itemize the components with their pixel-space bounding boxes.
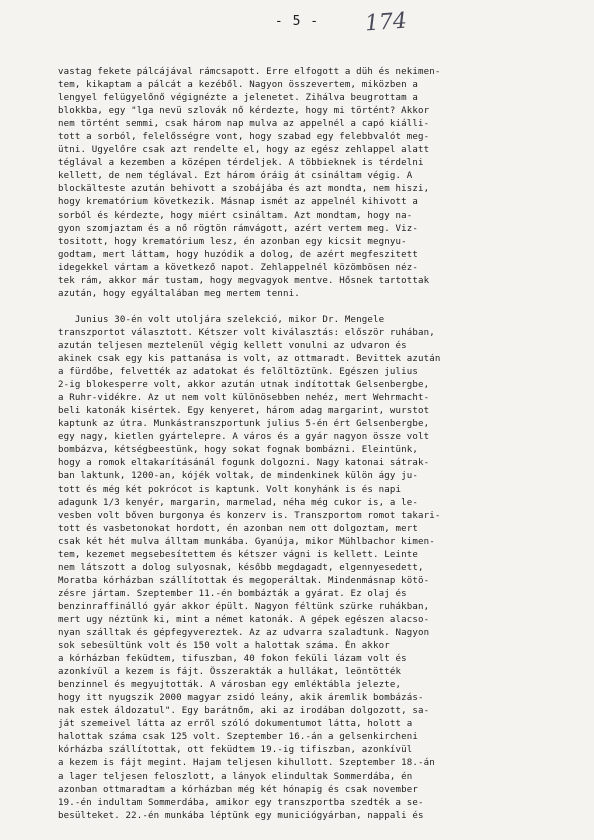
text-line: a Ruhr-vidékre. Az ut nem volt különösebben nehéz, mert Wehrmacht- (58, 393, 430, 404)
text-line: a fürdőbe, felvették az adatokat és felöltöztünk. Egészen julius (58, 367, 418, 378)
paragraph-1 (58, 66, 570, 301)
paragraph-2 (58, 314, 570, 823)
text-line: tott a sorból, felelősségre vont, hogy szabad egy felebbvalót meg- (58, 132, 430, 143)
text-line: lengyel felügyelőnő végignézte a jelenetet. Zihálva beugrottam a (58, 93, 418, 104)
text-line: nak estek áldozatul". Egy barátnőm, aki az irodában dolgozott, sa- (58, 706, 430, 717)
text-line: ütni. Ugyelőre csak azt rendelte el, hogy az egész zehlappel alatt (58, 145, 430, 156)
text-line: zésre jártam. Szeptember 11.-én bombázták a gyárat. Ez olaj és (58, 588, 407, 599)
text-line: sorból és kérdezte, hogy miért csináltam. Azt mondtam, hogy na- (58, 210, 413, 221)
text-line: nem látszott a dolog sulyosnak, később megdagadt, elgennyesedett, (58, 562, 424, 573)
text-line: azonkívül a kezem is fájt. Összerakták a hullákat, leöntötték (58, 667, 402, 678)
text-line: vastag fekete pálcájával rámcsapott. Erre elfogott a düh és nekimen- (58, 67, 441, 77)
text-line: vesben volt bőven burgonya és konzerv is. Transzportom romot takari- (58, 510, 441, 521)
text-line: hogy itt nyugszik 2000 magyar zsidó leány, akik áremlik bombázás- (58, 693, 424, 704)
text-line: bombázva, kétségbeestünk, hogy sokat fognak bombázni. Eleintünk, (58, 445, 418, 456)
text-line: godtam, mert láttam, hogy huzódik a dolog, de azért megfeszitett (58, 249, 418, 260)
text-line: kaptunk az útra. Munkástranszportunk julius 5-én ért Gelsenbergbe, (58, 419, 430, 430)
text-line: téglával a kezemben a középen térdeljek. A többieknek is térdelni (58, 158, 424, 169)
text-line: kellett, de nem téglával. Ezt három óráig át csináltam végig. A (58, 171, 413, 182)
text-line: azonban ottmaradtam a kórházban még két hónapig és csak november (58, 784, 418, 795)
text-line: a kezem is fájt megint. Hajam teljesen kihullott. Szeptember 18.-án (58, 758, 435, 769)
text-line: besülteket. 22.-én munkába léptünk egy municiógyárban, nappali és (58, 810, 424, 821)
page-number: - 5 - (274, 14, 320, 29)
text-line: adagunk 1/3 kenyér, margarin, marmelad, néha még cukor is, a le- (58, 497, 418, 508)
text-line: benzinraffinálló gyár akkor épült. Nagyon féltünk szürke ruhákban, (58, 601, 430, 612)
text-line: tem, kikaptam a pálcát a kezéből. Nagyon összevertem, miközben a (58, 80, 418, 91)
text-line: sok sebesültünk volt és 150 volt a halottak száma. Én akkor (58, 641, 390, 652)
text-line: blockälteste azután behivott a szobájába és azt mondta, nem hiszi, (58, 184, 430, 195)
text-line: 19.-én indultam Sommerdába, amikor egy transzportba szedték a se- (58, 797, 424, 808)
text-line: azután teljesen meztelenül végig kellett vonulni az udvaron és (58, 340, 407, 351)
text-line: tositott, hogy krematórium lesz, én azonban egy kicsit megnyu- (58, 236, 407, 247)
text-line: kórházba szállítottak, ott feküdtem 19.-ig tifiszban, azonkívül (58, 745, 413, 756)
text-line: Junius 30-én volt utoljára szelekció, mikor Dr. Mengele (58, 314, 385, 325)
text-line: idegekkel vártam a következő napot. Zehlappelnél közömbösen néz- (58, 262, 418, 273)
text-line: tott és még két pokrócot is kaptunk. Volt konyhánk is és napi (58, 484, 402, 495)
text-line: hogy a romok eltakarításánál fogunk dolgozni. Nagy katonai sátrak- (58, 458, 430, 469)
handwritten-page-number: 174 (364, 8, 408, 37)
text-line: hogy krematórium következik. Másnap ismét az appelnél kihivott a (58, 197, 418, 208)
text-line: nem történt semmi, csak három nap mulva az appelnél a capó kiálli- (58, 119, 430, 130)
text-line: gyon szomjaztam és a nő rögtön rámvágott, azért vertem meg. Viz- (58, 223, 418, 234)
text-line: beli katonák kisértek. Egy kenyeret, három adag margarint, wurstot (58, 406, 430, 417)
text-line: tek rám, akkor már tustam, hogy megvagyok mentve. Hősnek tartottak (58, 275, 430, 286)
text-line: transzportot választott. Kétszer volt kiválasztás: először ruhában, (58, 327, 435, 338)
text-line: azután, hogy egyáltalában meg mertem tenni. (58, 288, 300, 299)
text-line: ban laktunk, 1200-an, kójék voltak, de mindenkinek külön ágy ju- (58, 471, 418, 482)
text-line: benzinnel és megyujtották. A városban egy emléktábla jelezte, (58, 680, 402, 691)
text-line: mert ugy néztünk ki, mint a német katonák. A gépek egészen alacso- (58, 614, 430, 625)
text-line: halottak száma csak 125 volt. Szeptember 16.-án a gelsenkircheni (58, 732, 418, 743)
paragraph-gap (58, 301, 570, 314)
text-line: csak két hét mulva álltam munkába. Gyanúja, mikor Mühlbachor kimen- (58, 536, 435, 547)
text-line: a kórházban feküdtem, tifuszban, 40 fokon feküli lázam volt és (58, 654, 407, 665)
text-line: nyan szálltak és gépfegyvereztek. Az az udvarra szaladtunk. Nagyon (58, 628, 430, 639)
text-line: blokkba, egy "lga nevü szlovák nő kérdezte, hogy mi történt? Akkor (58, 106, 430, 117)
text-line: tem, kezemet megsebesítettem és kétszer vágni is kellett. Leinte (58, 549, 418, 560)
typewritten-body (58, 66, 570, 823)
text-line: egy nagy, kietlen gyártelepre. A város és a gyár nagyon össze volt (58, 432, 430, 443)
text-line: a lager teljesen feloszlott, a lányok elindultak Sommerdába, én (58, 771, 413, 782)
text-line: Moratba kórházban szállítottak és megoperáltak. Mindenmásnap kötö- (58, 575, 430, 586)
text-line: tott és vasbetonokat hordott, én azonban nem ott dolgoztam, mert (58, 523, 418, 534)
text-line: ját szemeivel látta az erről szóló dokumentumot látta, holott a (58, 719, 413, 730)
text-line: 2-ig blokesperre volt, akkor azután utnak indítottak Gelsenbergbe, (58, 380, 430, 391)
text-line: akinek csak egy kis pattanása is volt, az ottmaradt. Bevittek azután (58, 354, 441, 365)
